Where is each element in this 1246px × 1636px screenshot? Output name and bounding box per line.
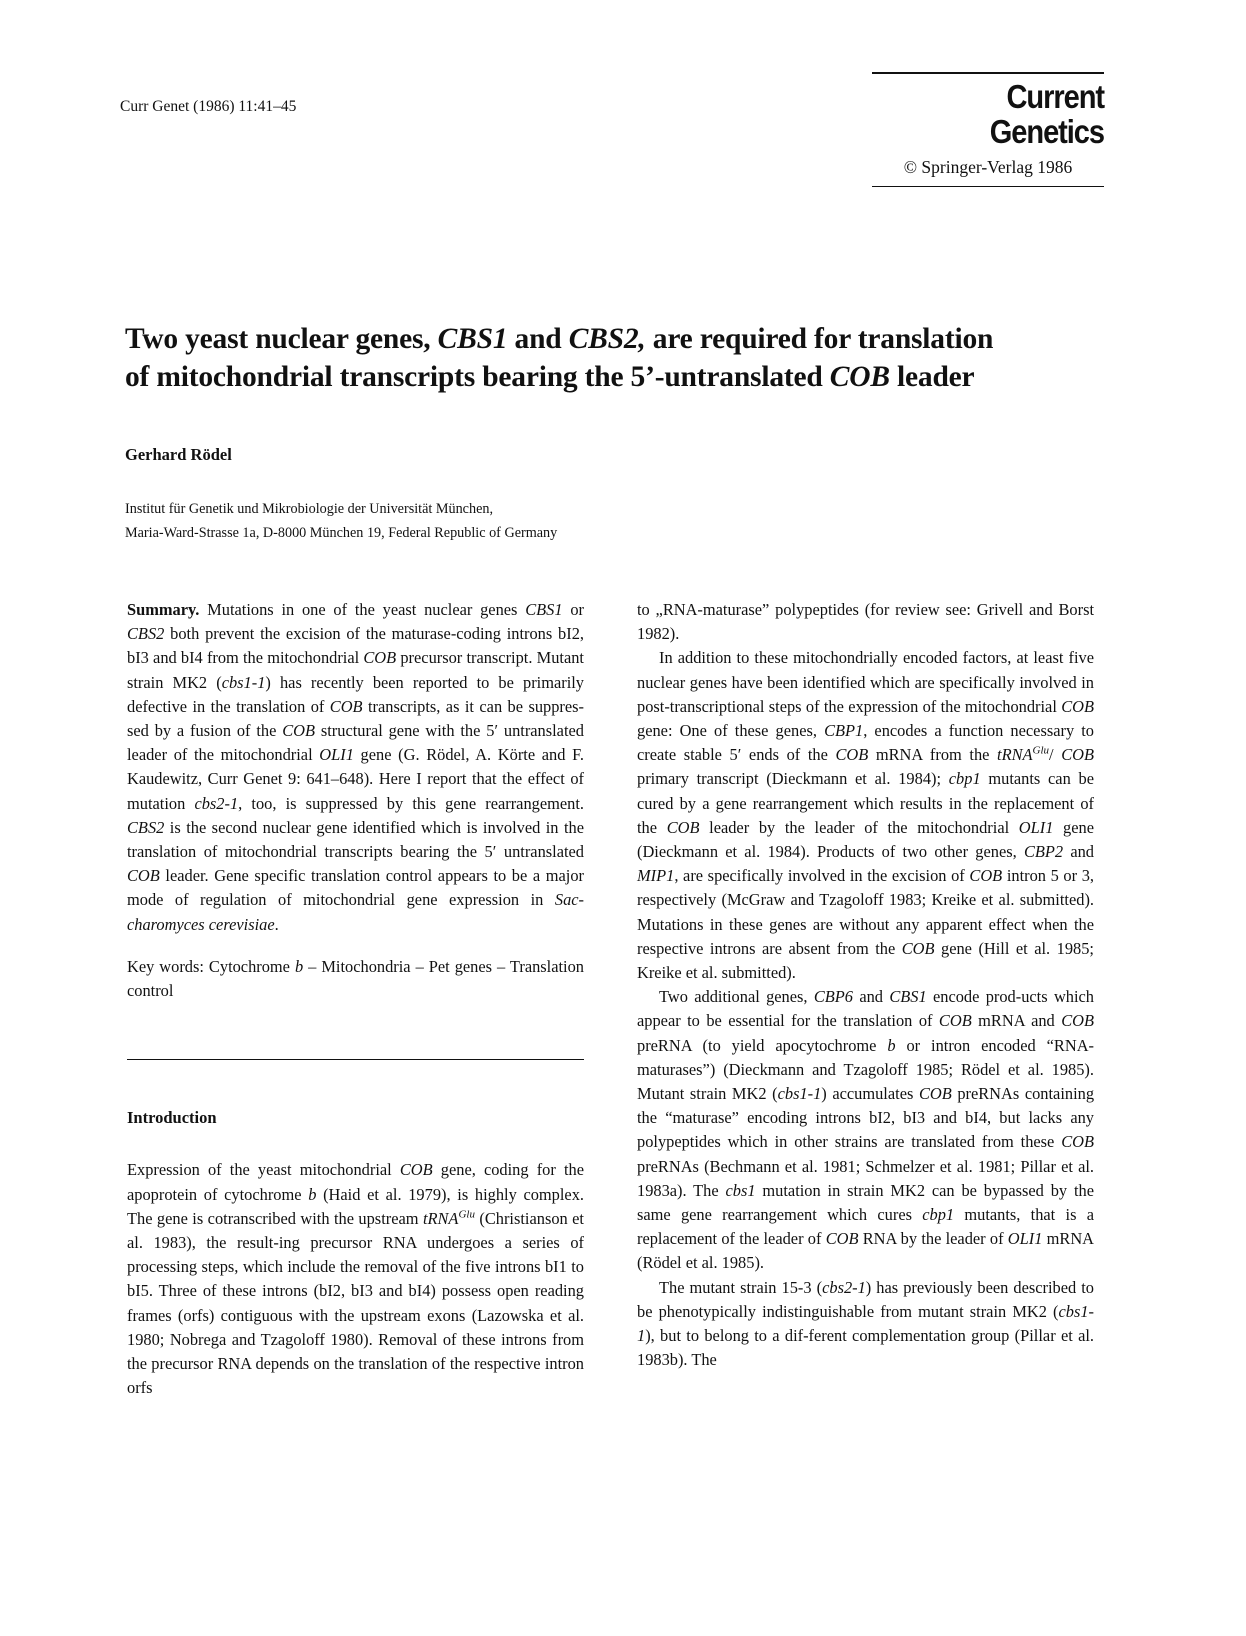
introduction-heading: Introduction	[127, 1108, 217, 1128]
keywords-paragraph: Key words: Cytochrome b – Mitochondria – Pet genes – Translation control	[127, 956, 584, 1001]
continuation-paragraph: to „RNA-maturase” polypeptides (for review see: Grivell and Borst 1982).	[637, 600, 1094, 644]
journal-citation: Curr Genet (1986) 11:41–45	[120, 98, 297, 115]
journal-name: Current Genetics	[989, 78, 1104, 150]
translation-genes-paragraph: Two additional genes, CBP6 and CBS1 encode prod-ucts which appear to be essential for the translation of COB mRNA and COB preRNA (to yield apocytochrome b or intron encoded “RNA-maturases”) (Dieckmann and Tzagoloff 1985; Rödel et al. 1985). Mutant strain MK2 (cbs1-1) accumulates COB preRNAs containing the “maturase” encoding introns bI2, bI3 and bI4, but lacks any polypeptides which in other strains are translated from these COB preRNAs (Bechmann et al. 1981; Schmelzer et al. 1981; Pillar et al. 1983a). The cbs1 mutation in strain MK2 can be bypassed by the same gene rearrangement which cures cbp1 mutants, that is a replacement of the leader of COB RNA by the leader of OLI1 mRNA (Rödel et al. 1985).	[637, 987, 1095, 1273]
affiliation-line-1: Institut für Genetik und Mikrobiologie der Universität München,	[125, 501, 494, 517]
title-line-2: of mitochondrial transcripts bearing the 5’-untranslated COB leader	[125, 361, 975, 393]
title-line-1: Two yeast nuclear genes, CBS1 and CBS2, are required for translation	[125, 323, 994, 355]
keywords-label: Key words:	[127, 956, 204, 976]
affiliation-line-2: Maria-Ward-Strasse 1a, D-8000 München 19, Federal Republic of Germany	[125, 525, 558, 541]
author-affiliation	[125, 497, 557, 545]
author-name: Gerhard Rödel	[125, 445, 232, 464]
copyright-notice: © Springer-Verlag 1986	[872, 157, 1104, 187]
right-column	[637, 598, 1094, 1373]
journal-masthead	[872, 72, 1104, 187]
mutant-strain-paragraph: The mutant strain 15-3 (cbs2-1) has previously been described to be phenotypically indistinguishable from mutant strain MK2 (cbs1-1), but to belong to a dif-ferent complementation group (Pillar et al. 1983b). The	[637, 1277, 1095, 1370]
article-title	[125, 320, 1125, 396]
masthead-rule	[872, 72, 1104, 74]
nuclear-genes-paragraph: In addition to these mitochondrially encoded factors, at least five nuclear genes have been identified which are specifically involved in post-transcriptional steps of the expression of the mitochondrial COB gene: One of these genes, CBP1, encodes a function necessary to create stable 5′ ends of the COB mRNA from the tRNA$^{Glu}$/ COB primary transcript (Dieckmann et al. 1984); cbp1 mutants can be cured by a gene rearrangement which results in the replacement of the COB leader by the leader of the mitochondrial OLI1 gene (Dieckmann et al. 1984). Products of two other genes, CBP2 and MIP1, are specifically involved in the excision of COB intron 5 or 3, respectively (McGraw and Tzagoloff 1983; Kreike et al. submitted). Mutations in these genes are without any apparent effect when the respective introns are absent from the COB gene (Hill et al. 1985; Kreike et al. submitted).	[637, 648, 1095, 983]
introduction-paragraph: Expression of the yeast mitochondrial COB gene, coding for the apoprotein of cytochrome b (Haid et al. 1979), is highly complex. The gene is cotranscribed with the upstream tRNA$^{Glu}$ (Christianson et al. 1983), the result-ing precursor RNA undergoes a series of processing steps, which include the removal of the five introns bI1 to bI5. Three of these introns (bI2, bI3 and bI4) possess open reading frames (orfs) contiguous with the upstream exons (Lazowska et al. 1980; Nobrega and Tzagoloff 1980). Removal of these introns from the precursor RNA depends on the translation of the respective intron orfs	[127, 1160, 584, 1398]
summary-label: Summary.	[127, 600, 200, 619]
left-column	[127, 598, 584, 1400]
section-divider	[127, 1059, 584, 1060]
summary-paragraph: Summary. Mutations in one of the yeast nuclear genes CBS1 or CBS2 both prevent the excision of the maturase-coding introns bI2, bI3 and bI4 from the mitochondrial COB precursor transcript. Mutant strain MK2 (cbs1-1) has recently been reported to be primarily defective in the translation of COB transcripts, as it can be suppres-sed by a fusion of the COB structural gene with the 5′ untranslated leader of the mitochondrial OLI1 gene (G. Rödel, A. Körte and F. Kaudewitz, Curr Genet 9: 641–648). Here I report that the effect of mutation cbs2-1, too, is suppressed by this gene rearrangement. CBS2 is the second nuclear gene identified which is involved in the translation of mitochondrial transcripts bearing the 5′ untranslated COB leader. Gene specific translation control appears to be a major mode of regulation of mitochondrial gene expression in Sac-charomyces cerevisiae.	[127, 600, 584, 934]
